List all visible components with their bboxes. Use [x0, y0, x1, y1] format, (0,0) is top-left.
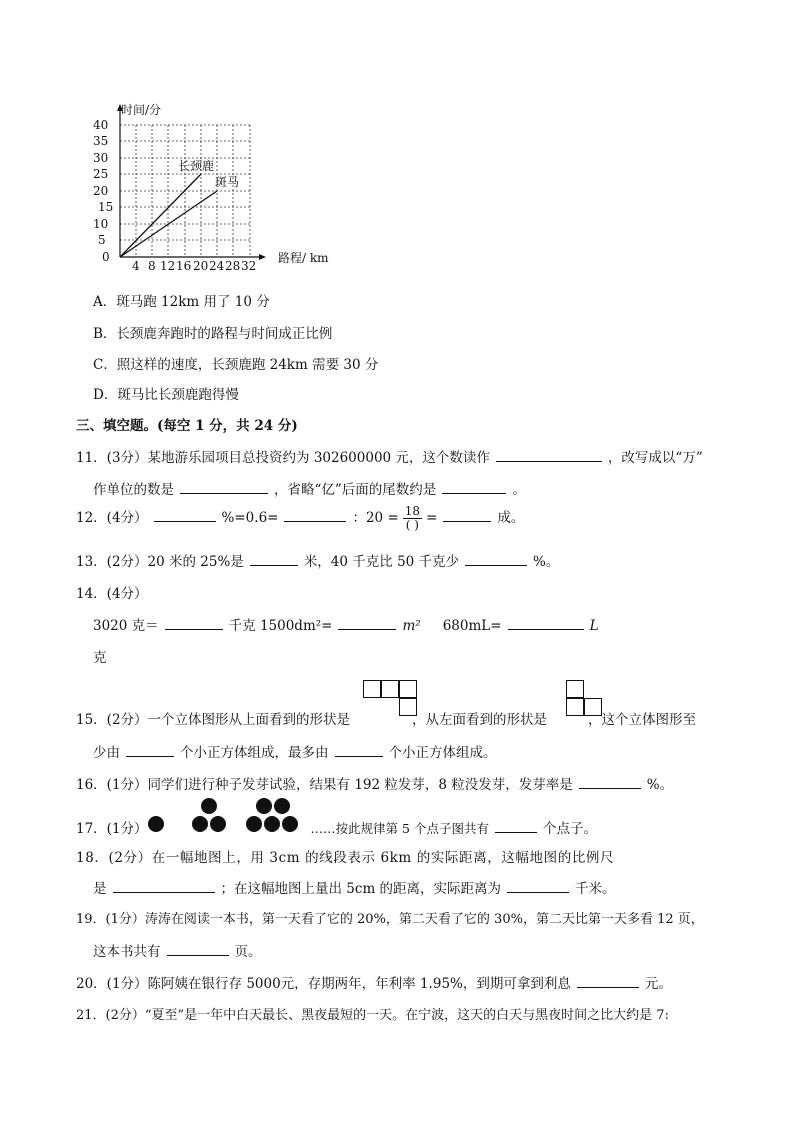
square [381, 680, 399, 698]
x-tick: 20 [193, 259, 209, 270]
y-axis-label: 时间/分 [121, 103, 162, 117]
distance-time-graph [90, 100, 350, 270]
x-axis-arrow [259, 254, 266, 260]
q15-text-a: 15．(2分）一个立体图形从上面看到的形状是 [76, 712, 351, 728]
y-tick: 25 [93, 167, 109, 181]
answer-blank[interactable] [495, 818, 537, 833]
q15-text-e: 个小正方体组成，最多由 [180, 745, 329, 761]
y-tick: 5 [98, 233, 106, 247]
answer-blank[interactable] [507, 878, 569, 893]
q18-text-c: ；在这幅地图上量出 5cm 的距离，实际距离为 [220, 881, 502, 897]
question-15-line-1 [76, 708, 696, 728]
square [399, 680, 417, 698]
question-13 [76, 550, 559, 570]
q11-text-c: 作单位的数是 [93, 482, 174, 498]
question-18-line-2 [93, 877, 616, 897]
y-tick: 0 [102, 250, 110, 264]
q15-text-f: 个小正方体组成。 [388, 745, 497, 761]
question-17 [76, 817, 597, 837]
q11-text-d: ，省略“亿”后面的尾数约是 [274, 482, 437, 498]
q13-text-b: 米，40 千克比 50 千克少 [303, 554, 460, 570]
q18-text-b: 是 [93, 881, 107, 897]
question-16 [76, 773, 673, 793]
q16-text-a: 16．(1分）同学们进行种子发芽试验，结果有 192 粒发芽，8 粒没发芽，发芽率是 [76, 777, 573, 793]
dot [256, 798, 272, 814]
fraction-denominator[interactable]: ( ) [405, 518, 419, 532]
q14-unit-l: L [589, 618, 599, 634]
q13-text-c: %。 [533, 554, 560, 570]
x-axis-label: 路程/ km [278, 251, 329, 265]
q14-text-e: 680mL= [442, 618, 502, 634]
fraction-numerator: 18 [404, 504, 421, 518]
option-a: A．斑马跑 12km 用了 10 分 [93, 294, 270, 310]
fraction [403, 505, 422, 532]
q12-text-e: 成。 [497, 510, 525, 526]
answer-blank[interactable] [443, 507, 491, 522]
answer-blank[interactable] [126, 742, 174, 757]
q12-text-c: ：20 = [352, 510, 399, 526]
q14-text-c: 千克 1500dm²= [228, 618, 333, 634]
square [363, 680, 381, 698]
question-19-line-1: 19．(1分）涛涛在阅读一本书，第一天看了它的 20%，第二天看了它的 30%，第二天比第一天多看 12 页， [76, 912, 704, 927]
dot [274, 798, 290, 814]
question-21: 21．(2分）“夏至”是一年中白天最长、黑夜最短的一天。在宁波，这天的白天与黑夜时间之比大约是 7: [76, 1008, 669, 1023]
option-c: C．照这样的速度，长颈鹿跑 24km 需要 30 分 [93, 357, 379, 373]
q15-text-b: ，从左面看到的形状是 [412, 712, 548, 728]
x-tick: 32 [241, 259, 257, 270]
answer-blank[interactable] [579, 774, 641, 789]
q20-text-a: 20．(1分）陈阿姨在银行存 5000元，存期两年，年利率 1.95%，到期可拿到利息 [76, 976, 571, 992]
q15-text-c: ，这个立体图形至 [588, 712, 697, 728]
x-tick: 16 [176, 259, 192, 270]
q20-text-b: 元。 [644, 976, 672, 992]
x-tick: 12 [160, 259, 176, 270]
answer-blank[interactable] [508, 615, 584, 630]
answer-blank[interactable] [338, 615, 396, 630]
q11-text-a: 11．(3分）某地游乐园项目总投资约为 302600000 元，这个数读作 [76, 450, 490, 466]
y-tick: 35 [93, 134, 109, 148]
question-14-unit-gram: 克 [93, 650, 107, 666]
q12-text-b: %=0.6= [221, 510, 279, 526]
question-15-line-2 [93, 741, 497, 761]
answer-blank[interactable] [577, 973, 639, 988]
option-d: D．斑马比长颈鹿跑得慢 [93, 387, 239, 403]
question-14-body [93, 614, 599, 634]
answer-blank[interactable] [180, 479, 268, 494]
q19-text-c: 页。 [234, 944, 262, 960]
q16-text-b: %。 [646, 777, 674, 793]
question-12 [76, 505, 524, 532]
question-18-line-1: 18．(2分）在一幅地图上，用 3cm 的线段表示 6km 的实际距离，这幅地图的比例尺 [76, 850, 615, 866]
question-20 [76, 972, 672, 992]
zebra-line [120, 191, 217, 257]
question-19-line-2 [93, 940, 262, 960]
q14-text-b: 3020 克＝ [93, 618, 159, 634]
answer-blank[interactable] [284, 507, 346, 522]
q18-text-d: 千米。 [575, 881, 616, 897]
y-tick: 30 [93, 151, 109, 165]
dot [201, 798, 217, 814]
answer-blank[interactable] [167, 941, 229, 956]
y-tick: 20 [93, 184, 109, 198]
answer-blank[interactable] [250, 551, 298, 566]
question-14-header: 14．(4分） [76, 586, 148, 602]
y-tick: 10 [93, 217, 109, 231]
answer-blank[interactable] [496, 447, 602, 462]
q17-text-c: 个点子。 [542, 821, 597, 837]
giraffe-line [120, 174, 201, 257]
x-tick: 4 [132, 259, 140, 270]
answer-blank[interactable] [335, 742, 383, 757]
q17-text-a: 17．(1分） [76, 821, 148, 837]
q14-unit-m2: m² [402, 618, 421, 634]
question-11-line-1 [76, 446, 703, 466]
q12-text-a: 12．(4分） [76, 510, 148, 526]
answer-blank[interactable] [113, 878, 215, 893]
giraffe-label: 长颈鹿 [178, 159, 215, 173]
q19-text-b: 这本书共有 [93, 944, 161, 960]
question-11-line-2 [93, 478, 526, 498]
square [566, 680, 584, 698]
y-tick: 40 [93, 118, 109, 132]
q11-text-e: 。 [512, 482, 526, 498]
q11-text-b: ，改写成以“万” [607, 450, 703, 466]
x-tick: 28 [225, 259, 241, 270]
x-tick: 8 [148, 259, 156, 270]
q15-text-d: 少由 [93, 745, 120, 761]
q13-text-a: 13．(2分）20 米的 25%是 [76, 554, 244, 570]
answer-blank[interactable] [154, 507, 216, 522]
section-heading: 三、填空题。(每空 1 分，共 24 分) [76, 418, 298, 434]
zebra-label: 斑马 [215, 175, 240, 189]
answer-blank[interactable] [442, 479, 506, 494]
q17-text-b: ……按此规律第 5 个点子图共有 [310, 821, 489, 836]
answer-blank[interactable] [165, 615, 223, 630]
q12-text-d: = [426, 510, 438, 526]
option-b: B．长颈鹿奔跑时的路程与时间成正比例 [93, 326, 333, 342]
y-tick: 15 [98, 200, 114, 214]
x-tick: 24 [209, 259, 225, 270]
answer-blank[interactable] [465, 551, 527, 566]
